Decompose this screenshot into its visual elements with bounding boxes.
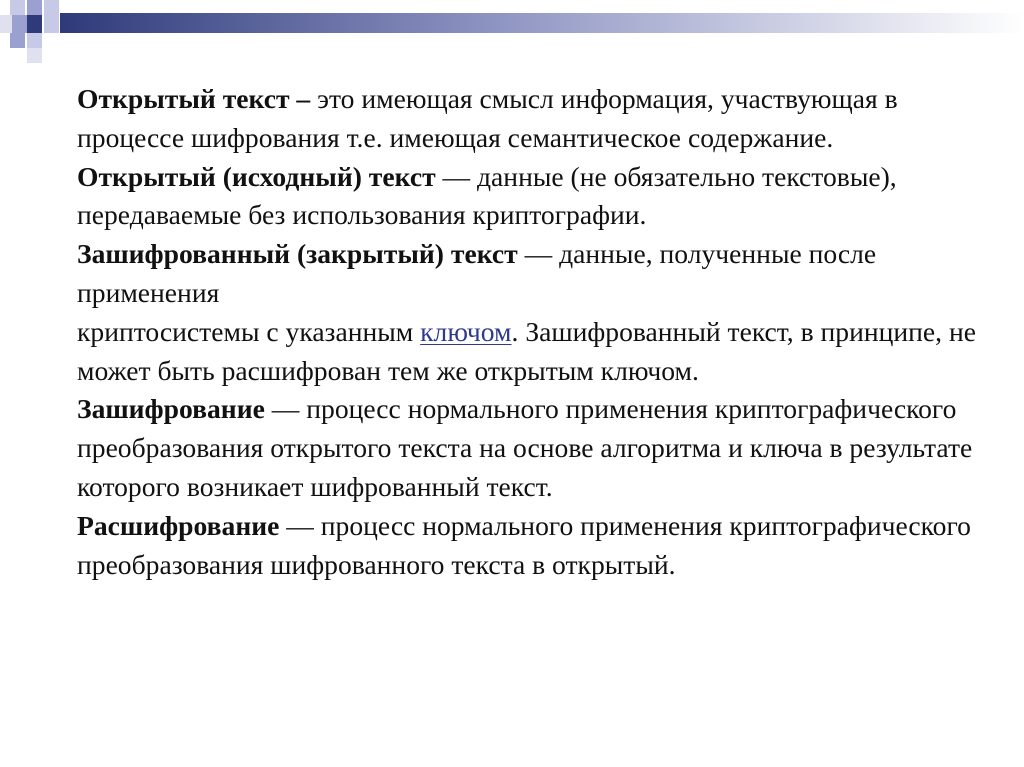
deco-square [44, 0, 59, 15]
term: Открытый (исходный) текст [77, 160, 436, 192]
term: Зашифрование [77, 393, 265, 425]
term: Расшифрование [77, 509, 280, 541]
deco-square [27, 48, 42, 63]
definition-decryption [77, 507, 987, 585]
definition: — процесс нормального применения криптографического преобразования открытого текста на основе алгоритма и ключа в результате которого возникает шифрованный текст. [77, 393, 973, 502]
key-link[interactable]: ключом [420, 315, 512, 347]
deco-square [27, 33, 42, 48]
definition-encryption [77, 390, 987, 506]
deco-square [44, 15, 59, 33]
deco-square [27, 0, 42, 15]
definition-cipher-text [77, 235, 987, 390]
deco-square [12, 15, 27, 33]
deco-square [0, 15, 12, 33]
definition: — процесс нормального применения криптографического преобразования шифрованного текста в открытый. [77, 509, 971, 580]
definition: . Зашифрованный текст, в принципе, не может быть расшифрован тем же открытым ключом. [77, 315, 976, 386]
header-gradient-band [60, 13, 1024, 33]
deco-square [10, 0, 25, 15]
definition: это имеющая смысл информация, участвующая в процессе шифрования т.е. имеющая семантическое содержание. [77, 83, 898, 153]
term: Открытый текст – [77, 83, 311, 114]
slide-body [77, 80, 987, 584]
header-decoration [0, 0, 1024, 64]
definition-open-text [77, 80, 987, 158]
deco-square [10, 33, 25, 48]
definition: — данные (не обязательно текстовые), передаваемые без использования криптографии. [77, 160, 897, 231]
definition: криптосистемы с указанным [77, 315, 421, 347]
term: Зашифрованный (закрытый) текст [77, 238, 518, 270]
definition-source-text [77, 158, 987, 236]
definition: — данные, полученные после применения [77, 238, 877, 308]
deco-square [27, 15, 42, 33]
